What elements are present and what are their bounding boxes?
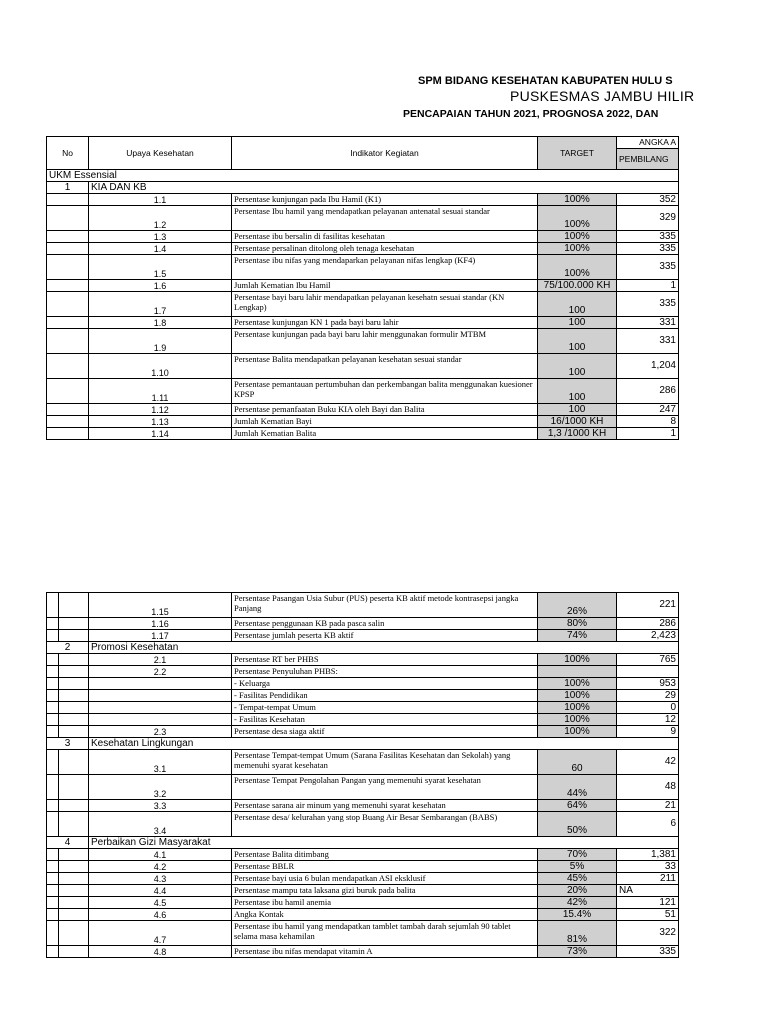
- row-no-a: [47, 630, 59, 642]
- row-indikator: Persentase Tempat Pengolahan Pangan yang memenuhi syarat kesehatan: [232, 775, 538, 800]
- row-no-b: [59, 678, 89, 690]
- row-no-b: [59, 714, 89, 726]
- header-indikator: Indikator Kegiatan: [232, 137, 538, 170]
- table-row: [47, 317, 679, 329]
- row-number: 1.2: [89, 206, 232, 231]
- row-no: [47, 329, 89, 354]
- row-target: 50%: [538, 812, 617, 837]
- group-name: Promosi Kesehatan: [89, 642, 679, 654]
- row-indikator: Persentase desa/ kelurahan yang stop Buang Air Besar Sembarangan (BABS): [232, 812, 538, 837]
- table-row: [47, 404, 679, 416]
- row-pembilang: 352: [617, 194, 679, 206]
- group-row: [47, 642, 679, 654]
- row-target: 75/100.000 KH: [538, 280, 617, 292]
- row-no-a: [47, 654, 59, 666]
- row-no-a: [47, 678, 59, 690]
- row-number: 3.2: [89, 775, 232, 800]
- row-target: 45%: [538, 873, 617, 885]
- row-indikator: Persentase Tempat-tempat Umum (Sarana Fasilitas Kesehatan dan Sekolah) yang memenuhi syarat kesehatan: [232, 750, 538, 775]
- row-number: 1.8: [89, 317, 232, 329]
- row-number: [89, 702, 232, 714]
- row-pembilang: 335: [617, 292, 679, 317]
- group-row: [47, 837, 679, 849]
- row-number: 4.4: [89, 885, 232, 897]
- row-number: 1.15: [89, 593, 232, 618]
- table-row: [47, 861, 679, 873]
- row-indikator: Persentase sarana air minum yang memenuhi syarat kesehatan: [232, 800, 538, 812]
- header-upaya: Upaya Kesehatan: [89, 137, 232, 170]
- row-indikator: Persentase desa siaga aktif: [232, 726, 538, 738]
- row-target: 70%: [538, 849, 617, 861]
- row-indikator: Persentase RT ber PHBS: [232, 654, 538, 666]
- row-pembilang: 1,204: [617, 354, 679, 379]
- row-number: 1.12: [89, 404, 232, 416]
- row-indikator: Persentase ibu hamil anemia: [232, 897, 538, 909]
- table-row: [47, 897, 679, 909]
- row-indikator: Persentase pemanfaatan Buku KIA oleh Bayi dan Balita: [232, 404, 538, 416]
- row-pembilang: 211: [617, 873, 679, 885]
- row-number: 1.10: [89, 354, 232, 379]
- row-indikator: Persentase Penyuluhan PHBS:: [232, 666, 538, 678]
- row-pembilang: 329: [617, 206, 679, 231]
- row-target: 20%: [538, 885, 617, 897]
- table-row: [47, 909, 679, 921]
- row-no-a: [47, 702, 59, 714]
- group-no: 2: [47, 642, 89, 654]
- row-no-a: [47, 909, 59, 921]
- row-no-a: [47, 861, 59, 873]
- group-no: 3: [47, 738, 89, 750]
- row-indikator: Persentase jumlah peserta KB aktif: [232, 630, 538, 642]
- row-no-a: [47, 726, 59, 738]
- row-target: 100%: [538, 194, 617, 206]
- row-pembilang: 6: [617, 812, 679, 837]
- row-pembilang: 1: [617, 428, 679, 440]
- row-pembilang: 2,423: [617, 630, 679, 642]
- row-indikator: Persentase mampu tata laksana gizi buruk pada balita: [232, 885, 538, 897]
- row-target: 64%: [538, 800, 617, 812]
- table-row: [47, 921, 679, 946]
- row-no: [47, 231, 89, 243]
- row-no-a: [47, 775, 59, 800]
- group-no: 4: [47, 837, 89, 849]
- row-pembilang: 331: [617, 329, 679, 354]
- row-no-b: [59, 726, 89, 738]
- row-pembilang: 21: [617, 800, 679, 812]
- row-number: 1.3: [89, 231, 232, 243]
- row-no: [47, 416, 89, 428]
- row-indikator: Angka Kontak: [232, 909, 538, 921]
- row-target: 100%: [538, 690, 617, 702]
- row-pembilang: 331: [617, 317, 679, 329]
- row-no-b: [59, 812, 89, 837]
- header-target: TARGET: [538, 137, 617, 170]
- row-no-b: [59, 873, 89, 885]
- row-indikator: Persentase kunjungan pada bayi baru lahir menggunakan formulir MTBM: [232, 329, 538, 354]
- header-pembilang: PEMBILANG: [617, 149, 679, 170]
- row-no-b: [59, 849, 89, 861]
- table-row: [47, 726, 679, 738]
- row-number: 1.7: [89, 292, 232, 317]
- report-title-line1: SPM BIDANG KESEHATAN KABUPATEN HULU S: [418, 75, 673, 87]
- row-no-b: [59, 618, 89, 630]
- table-row: [47, 593, 679, 618]
- row-indikator: Persentase Ibu hamil yang mendapatkan pelayanan antenatal sesuai standar: [232, 206, 538, 231]
- row-pembilang: 286: [617, 379, 679, 404]
- row-no-b: [59, 897, 89, 909]
- row-target: 26%: [538, 593, 617, 618]
- table-row: [47, 292, 679, 317]
- table-row: [47, 812, 679, 837]
- table-row: [47, 255, 679, 280]
- row-pembilang: 12: [617, 714, 679, 726]
- table-row: [47, 775, 679, 800]
- row-indikator: Persentase bayi baru lahir mendapatkan pelayanan kesehatn sesuai standar (KN Lengkap): [232, 292, 538, 317]
- row-no: [47, 280, 89, 292]
- row-indikator: Persentase BBLR: [232, 861, 538, 873]
- row-no-b: [59, 690, 89, 702]
- table-row: [47, 946, 679, 958]
- report-title-line3: PENCAPAIAN TAHUN 2021, PROGNOSA 2022, DAN: [403, 108, 659, 120]
- row-indikator: Persentase ibu nifas yang mendaparkan pelayanan nifas lengkap (KF4): [232, 255, 538, 280]
- row-target: 100: [538, 354, 617, 379]
- row-number: 1.9: [89, 329, 232, 354]
- row-no: [47, 428, 89, 440]
- row-target: 100%: [538, 255, 617, 280]
- row-target: 100%: [538, 231, 617, 243]
- table-row: [47, 206, 679, 231]
- row-pembilang: 42: [617, 750, 679, 775]
- row-target: 16/1000 KH: [538, 416, 617, 428]
- spm-table-top: [46, 136, 679, 440]
- row-pembilang: NA: [617, 885, 679, 897]
- row-target: 81%: [538, 921, 617, 946]
- row-number: 4.5: [89, 897, 232, 909]
- row-indikator: Jumlah Kematian Balita: [232, 428, 538, 440]
- row-no: [47, 317, 89, 329]
- row-pembilang: [617, 666, 679, 678]
- row-number: [89, 690, 232, 702]
- row-target: 1,3 /1000 KH: [538, 428, 617, 440]
- row-indikator: Jumlah Kematian Ibu Hamil: [232, 280, 538, 292]
- row-no: [47, 255, 89, 280]
- row-pembilang: 335: [617, 243, 679, 255]
- table-row: [47, 690, 679, 702]
- row-pembilang: 322: [617, 921, 679, 946]
- row-no-a: [47, 714, 59, 726]
- row-pembilang: 765: [617, 654, 679, 666]
- table-row: [47, 329, 679, 354]
- group-name: Perbaikan Gizi Masyarakat: [89, 837, 679, 849]
- row-no-a: [47, 921, 59, 946]
- row-no-b: [59, 800, 89, 812]
- row-number: 4.7: [89, 921, 232, 946]
- header-no: No: [47, 137, 89, 170]
- row-number: 1.11: [89, 379, 232, 404]
- row-indikator: Persentase Balita ditimbang: [232, 849, 538, 861]
- table-row: [47, 750, 679, 775]
- row-indikator: Persentase penggunaan KB pada pasca salin: [232, 618, 538, 630]
- row-no-a: [47, 750, 59, 775]
- report-title-line2: PUSKESMAS JAMBU HILIR: [510, 88, 695, 104]
- row-pembilang: 51: [617, 909, 679, 921]
- row-pembilang: 33: [617, 861, 679, 873]
- row-indikator: Persentase Balita mendapatkan pelayanan kesehatan sesuai standar: [232, 354, 538, 379]
- table-row: [47, 416, 679, 428]
- row-target: 44%: [538, 775, 617, 800]
- table-row: [47, 354, 679, 379]
- row-target: 100%: [538, 243, 617, 255]
- row-no-b: [59, 702, 89, 714]
- row-number: 1.17: [89, 630, 232, 642]
- row-number: 1.5: [89, 255, 232, 280]
- row-number: 2.3: [89, 726, 232, 738]
- table-row: [47, 800, 679, 812]
- row-number: 4.6: [89, 909, 232, 921]
- row-pembilang: 335: [617, 255, 679, 280]
- row-no-b: [59, 946, 89, 958]
- row-indikator: - Keluarga: [232, 678, 538, 690]
- row-number: 2.2: [89, 666, 232, 678]
- row-pembilang: 335: [617, 946, 679, 958]
- row-target: 15.4%: [538, 909, 617, 921]
- row-number: 4.2: [89, 861, 232, 873]
- row-number: 4.8: [89, 946, 232, 958]
- spm-table-bottom: [46, 592, 679, 958]
- row-target: 100%: [538, 206, 617, 231]
- row-no: [47, 404, 89, 416]
- table-row: [47, 654, 679, 666]
- row-target: 100: [538, 404, 617, 416]
- row-number: [89, 678, 232, 690]
- row-number: 1.4: [89, 243, 232, 255]
- row-pembilang: 48: [617, 775, 679, 800]
- row-target: 74%: [538, 630, 617, 642]
- table-row: [47, 428, 679, 440]
- row-no-b: [59, 909, 89, 921]
- row-no-b: [59, 666, 89, 678]
- row-no-a: [47, 849, 59, 861]
- row-pembilang: 1,381: [617, 849, 679, 861]
- row-no-b: [59, 885, 89, 897]
- row-number: 4.3: [89, 873, 232, 885]
- row-indikator: Persentase Pasangan Usia Subur (PUS) peserta KB aktif metode kontrasepsi jangka Panjang: [232, 593, 538, 618]
- section-label: UKM Essensial: [47, 170, 679, 182]
- table-row: [47, 873, 679, 885]
- row-number: 1.1: [89, 194, 232, 206]
- row-target: 100%: [538, 654, 617, 666]
- table-row: [47, 678, 679, 690]
- row-pembilang: 953: [617, 678, 679, 690]
- row-no-b: [59, 750, 89, 775]
- row-indikator: - Fasilitas Kesehatan: [232, 714, 538, 726]
- table-row: [47, 243, 679, 255]
- group-no: 1: [47, 182, 89, 194]
- row-pembilang: 29: [617, 690, 679, 702]
- row-target: 100%: [538, 702, 617, 714]
- row-no-b: [59, 921, 89, 946]
- row-pembilang: 247: [617, 404, 679, 416]
- row-target: 80%: [538, 618, 617, 630]
- row-no-a: [47, 897, 59, 909]
- row-target: 60: [538, 750, 617, 775]
- table-row: [47, 618, 679, 630]
- table-row: [47, 194, 679, 206]
- row-indikator: Persentase pemantauan pertumbuhan dan perkembangan balita menggunakan kuesioner KPSP: [232, 379, 538, 404]
- row-no: [47, 194, 89, 206]
- row-indikator: Persentase persalinan ditolong oleh tenaga kesehatan: [232, 243, 538, 255]
- row-no-b: [59, 593, 89, 618]
- row-target: 73%: [538, 946, 617, 958]
- row-no-b: [59, 861, 89, 873]
- row-pembilang: 121: [617, 897, 679, 909]
- table-row: [47, 714, 679, 726]
- row-no-a: [47, 812, 59, 837]
- row-number: 3.3: [89, 800, 232, 812]
- row-no-b: [59, 775, 89, 800]
- row-no-b: [59, 654, 89, 666]
- row-number: 3.4: [89, 812, 232, 837]
- table-row: [47, 379, 679, 404]
- row-no-a: [47, 593, 59, 618]
- row-number: 1.6: [89, 280, 232, 292]
- row-no-a: [47, 690, 59, 702]
- row-target: 100: [538, 292, 617, 317]
- table-row: [47, 885, 679, 897]
- row-pembilang: 9: [617, 726, 679, 738]
- table-row: [47, 280, 679, 292]
- row-no-a: [47, 873, 59, 885]
- row-target: 5%: [538, 861, 617, 873]
- row-number: 3.1: [89, 750, 232, 775]
- row-indikator: Persentase ibu bersalin di fasilitas kesehatan: [232, 231, 538, 243]
- table-row: [47, 702, 679, 714]
- row-no: [47, 206, 89, 231]
- table-row: [47, 231, 679, 243]
- table-row: [47, 630, 679, 642]
- row-indikator: - Fasilitas Pendidikan: [232, 690, 538, 702]
- group-name: KIA DAN KB: [89, 182, 679, 194]
- row-indikator: Persentase ibu nifas mendapat vitamin A: [232, 946, 538, 958]
- row-target: 100%: [538, 714, 617, 726]
- row-no: [47, 354, 89, 379]
- row-number: 2.1: [89, 654, 232, 666]
- row-target: 42%: [538, 897, 617, 909]
- row-no-a: [47, 618, 59, 630]
- row-pembilang: 8: [617, 416, 679, 428]
- row-target: 100: [538, 379, 617, 404]
- row-pembilang: 1: [617, 280, 679, 292]
- row-no-a: [47, 800, 59, 812]
- table-row: [47, 666, 679, 678]
- table-row: [47, 849, 679, 861]
- row-no-a: [47, 666, 59, 678]
- row-indikator: Persentase kunjungan pada Ibu Hamil (K1): [232, 194, 538, 206]
- group-row: [47, 738, 679, 750]
- row-number: 4.1: [89, 849, 232, 861]
- row-number: [89, 714, 232, 726]
- row-target: 100: [538, 329, 617, 354]
- row-pembilang: 221: [617, 593, 679, 618]
- row-no: [47, 243, 89, 255]
- header-angka: ANGKA A: [617, 137, 679, 149]
- row-number: 1.16: [89, 618, 232, 630]
- group-name: Kesehatan Lingkungan: [89, 738, 679, 750]
- row-number: 1.14: [89, 428, 232, 440]
- row-no-a: [47, 885, 59, 897]
- row-no-b: [59, 630, 89, 642]
- row-indikator: Jumlah Kematian Bayi: [232, 416, 538, 428]
- row-target: 100%: [538, 678, 617, 690]
- row-indikator: - Tempat-tempat Umum: [232, 702, 538, 714]
- row-indikator: Persentase ibu hamil yang mendapatkan tamblet tambah darah sejumlah 90 tablet selama masa kehamilan: [232, 921, 538, 946]
- row-no: [47, 292, 89, 317]
- row-target: 100: [538, 317, 617, 329]
- row-pembilang: 0: [617, 702, 679, 714]
- row-indikator: Persentase bayi usia 6 bulan mendapatkan ASI eksklusif: [232, 873, 538, 885]
- row-pembilang: 335: [617, 231, 679, 243]
- row-number: 1.13: [89, 416, 232, 428]
- row-no: [47, 379, 89, 404]
- row-target: [538, 666, 617, 678]
- row-pembilang: 286: [617, 618, 679, 630]
- row-indikator: Persentase kunjungan KN 1 pada bayi baru lahir: [232, 317, 538, 329]
- row-target: 100%: [538, 726, 617, 738]
- row-no-a: [47, 946, 59, 958]
